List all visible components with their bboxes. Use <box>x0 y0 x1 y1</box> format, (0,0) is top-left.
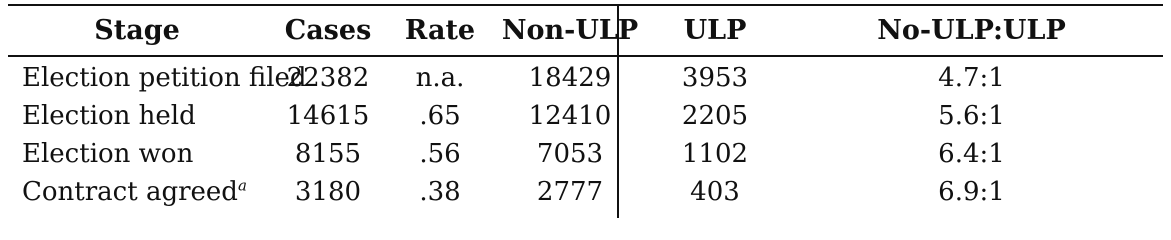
ulp-cell: 403 <box>690 177 740 207</box>
table-row <box>8 97 1163 135</box>
header-non-ulp: Non-ULP <box>501 15 639 46</box>
table-row <box>8 135 1163 173</box>
stage-label: Election petition filed <box>22 63 307 93</box>
ratio-cell: 6.4:1 <box>938 139 1005 169</box>
stage-table-frame <box>8 0 1163 218</box>
stage-label: Election held <box>22 101 196 131</box>
ratio-cell: 6.9:1 <box>938 177 1005 207</box>
cases-cell: 8155 <box>294 139 362 169</box>
ratio-cell: 5.6:1 <box>938 101 1005 131</box>
table-row <box>8 55 1163 97</box>
stage-cell <box>8 135 266 173</box>
cases-cell: 22382 <box>286 63 370 93</box>
ulp-cell: 1102 <box>681 139 749 169</box>
footnote-marker: a <box>237 176 247 195</box>
cases-cell: 14615 <box>286 101 370 131</box>
non-ulp-cell: 12410 <box>528 101 612 131</box>
header-row <box>8 6 1163 55</box>
header-cases: Cases <box>284 15 372 46</box>
rate-cell: .38 <box>419 177 461 207</box>
header-stage: Stage <box>94 15 180 46</box>
non-ulp-cell: 7053 <box>536 139 604 169</box>
stage-label: Election won <box>22 139 194 169</box>
header-rate: Rate <box>404 15 476 46</box>
rate-cell: .56 <box>419 139 461 169</box>
rate-cell: n.a. <box>415 63 465 93</box>
stage-label: Contract agreed <box>22 177 238 207</box>
stage-cell <box>8 97 266 135</box>
cases-cell: 3180 <box>294 177 362 207</box>
table-row <box>8 173 1163 211</box>
ulp-cell: 2205 <box>681 101 749 131</box>
stage-table <box>8 6 1163 211</box>
ratio-cell: 4.7:1 <box>938 63 1005 93</box>
header-ratio: No-ULP:ULP <box>877 15 1066 46</box>
rate-cell: .65 <box>419 101 461 131</box>
ulp-cell: 3953 <box>681 63 749 93</box>
non-ulp-cell: 2777 <box>536 177 604 207</box>
stage-cell <box>8 173 266 211</box>
non-ulp-cell: 18429 <box>528 63 612 93</box>
stage-cell <box>8 55 307 97</box>
header-ulp: ULP <box>683 15 747 46</box>
